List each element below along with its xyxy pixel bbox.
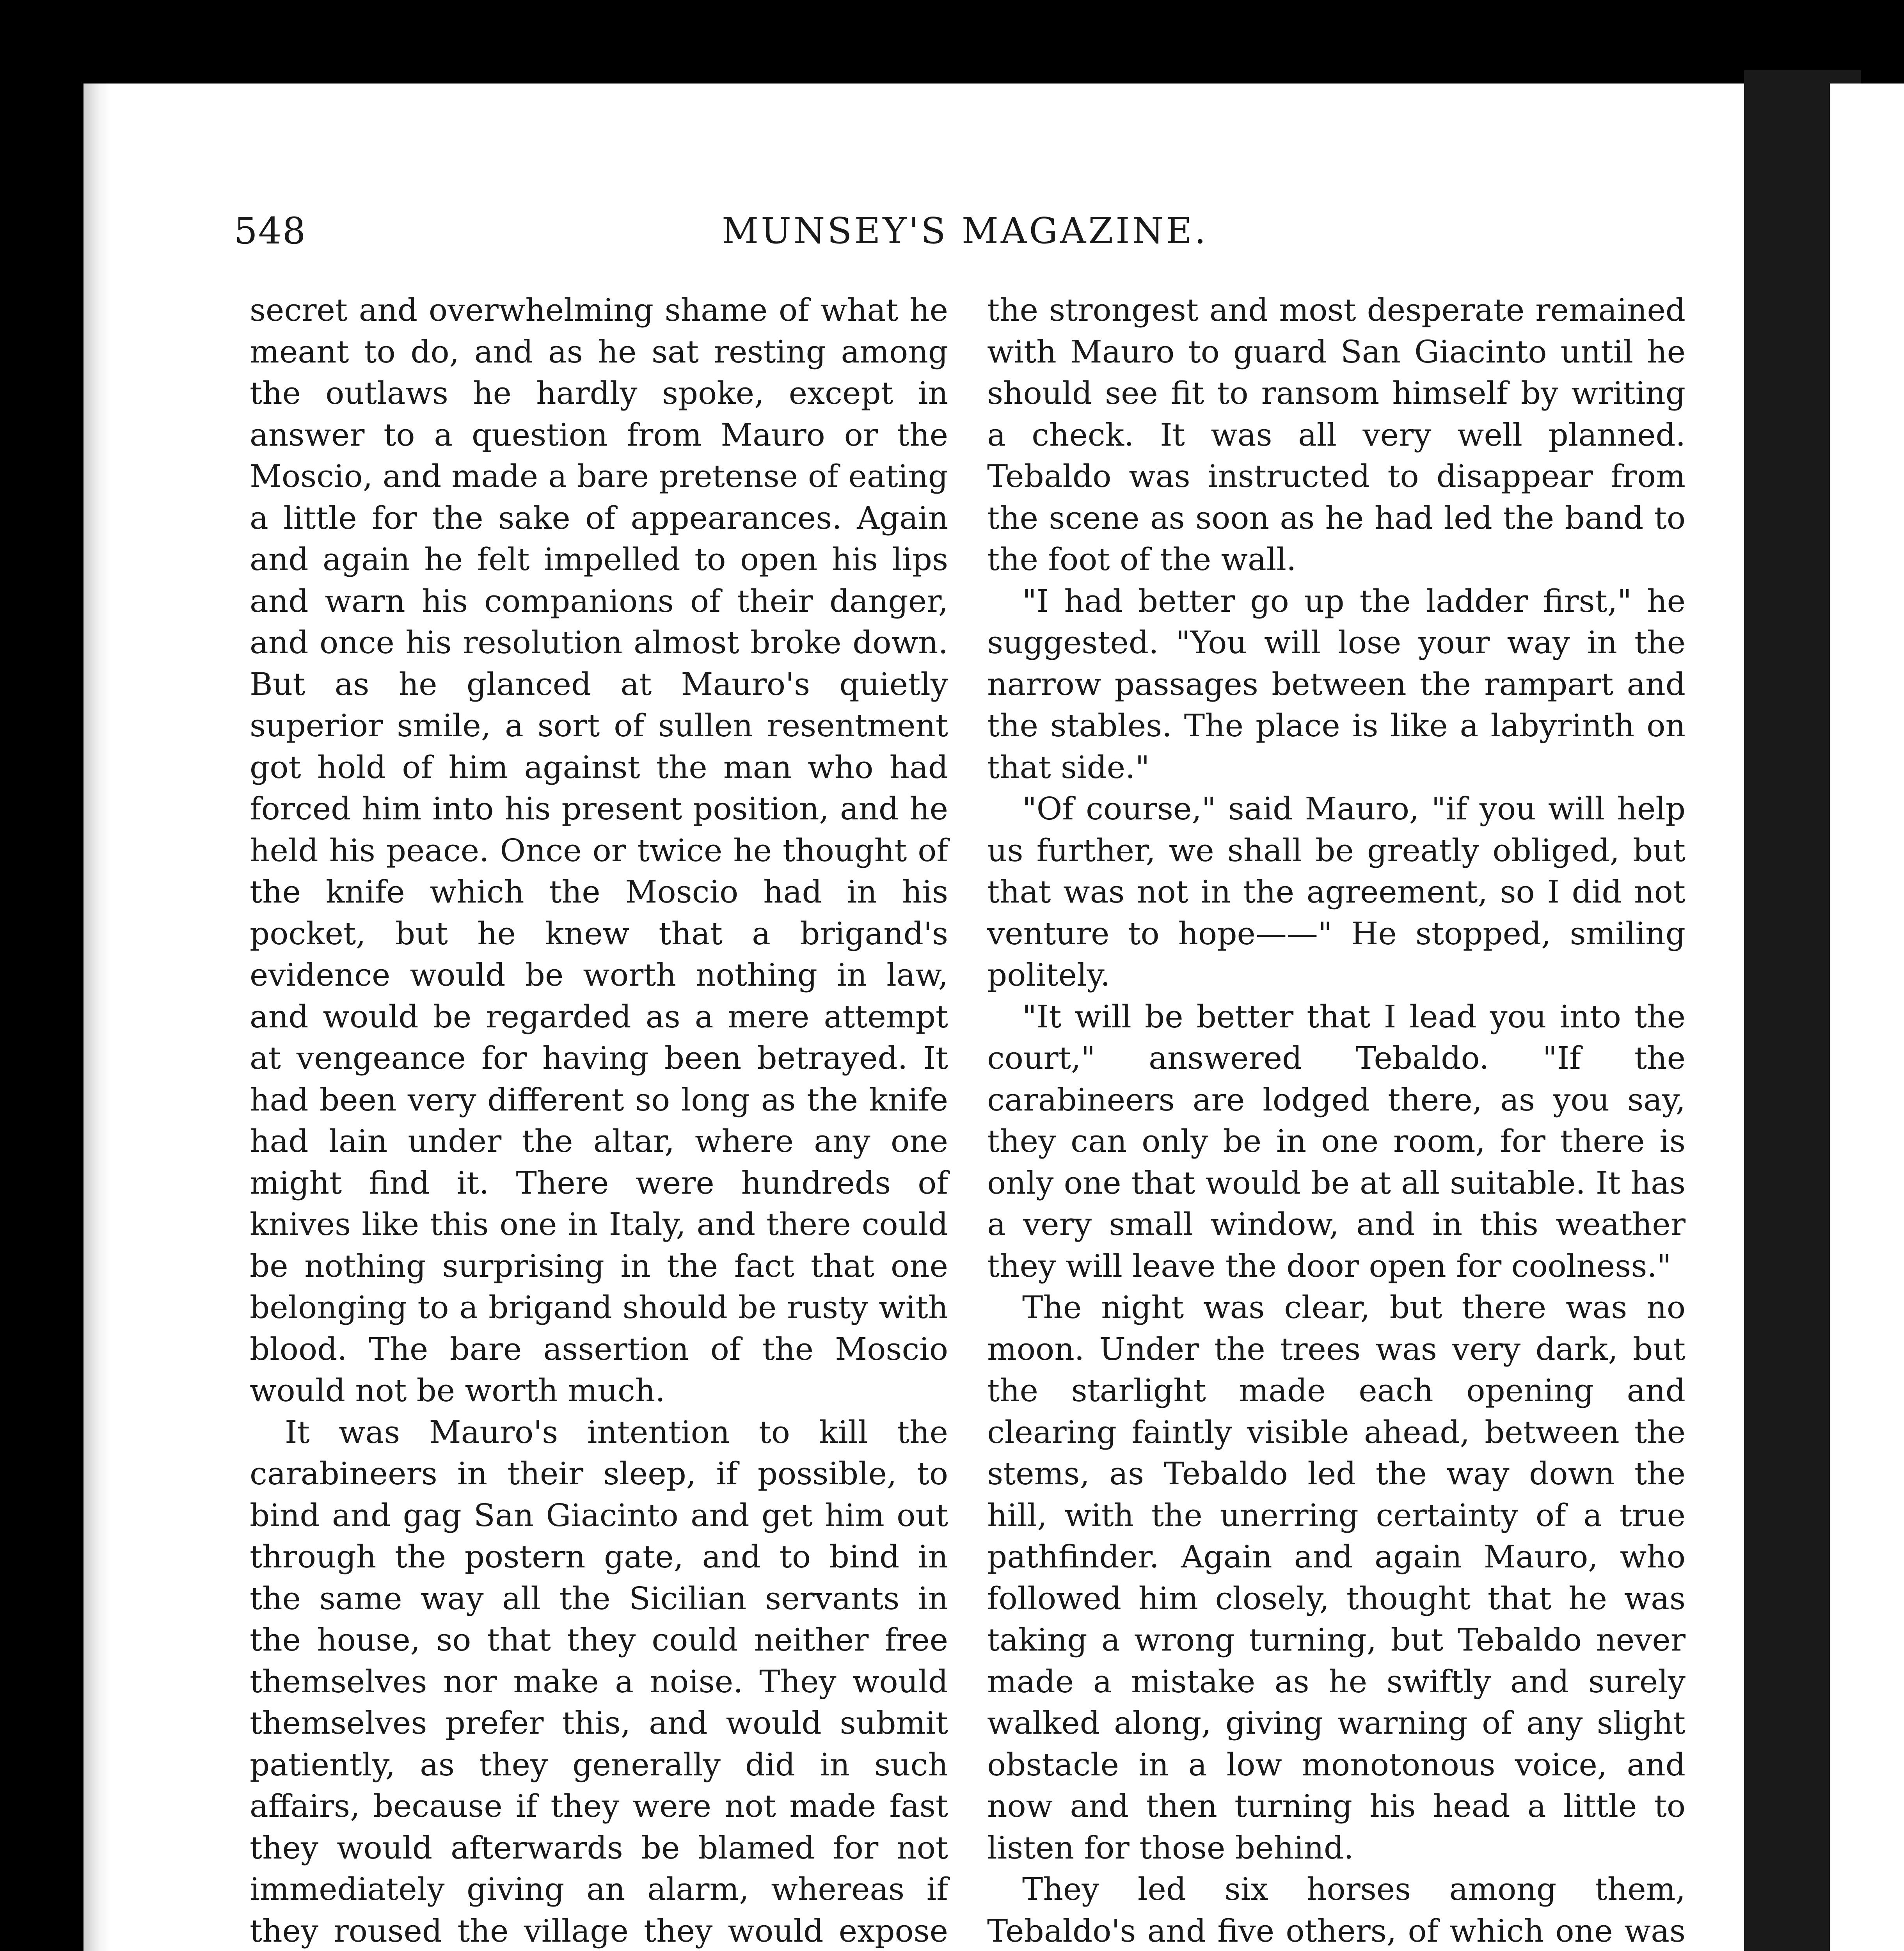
adjacent-page-edge xyxy=(1830,84,1904,1951)
left-column xyxy=(250,290,948,1951)
paragraph: It was Mauro's intention to kill the carabineers in their sleep, if possible, to bind and gag San Giacinto and get him out through the postern gate, and to bind in the same way all the Sicilian servants in the house, so that they could neither free themselves nor make a noise. They would themselves prefer this, and would submit patiently, as they generally did in such affairs, because if they were not made fast they would afterwards be blamed for not immediately giving an alarm, whereas if they roused the village they would expose xyxy=(250,1414,948,1949)
paragraph: the strongest and most desperate remained with Mauro to guard San Giacinto until he should see fit to ransom himself by writing a check. It was all very well planned. Tebaldo was instructed to disappear from the scene as soon as he had led the band to the foot of the wall. xyxy=(987,292,1686,577)
page-left-edge xyxy=(83,84,111,1951)
paragraph: secret and overwhelming shame of what he meant to do, and as he sat resting among the outlaws he hardly spoke, except in answer to a question from Mauro or the Moscio, and made a bare pretense of eating a little for the sake of appearances. Again and again he felt impelled to open his lips and warn his companions of their danger, and once his resolution almost broke down. But as he glanced at Mauro's quietly superior smile, a sort of sullen resentment got hold of him against the man who had forced him into his present position, and he held his peace. Once or twice he thought of the knife which the Moscio had in his pocket, but he knew that a brigand's evidence would be worth nothing in law, and would be regarded as a mere attempt at vengeance for having been betrayed. It had been very different so long as the knife had lain under the altar, where any one might find it. There were hundreds of knives like this one in Italy, and there could be nothing surprising in the fact that one belonging to a brigand should be rusty with blood. The bare assertion of the Moscio would not be worth much. xyxy=(250,292,948,1409)
paragraph: "It will be better that I lead you into the court," answered Tebaldo. "If the carabineers are lodged there, as you say, they can only be in one room, for there is only one that would be at all suitable. It has a very small window, and in this weather they will leave the door open for coolness." xyxy=(987,998,1686,1284)
page-number: 548 xyxy=(234,210,307,252)
right-column xyxy=(987,290,1686,1951)
paragraph: The night was clear, but there was no moon. Under the trees was very dark, but the starlight made each opening and clearing faintly visible ahead, between the stems, as Tebaldo led the way down the hill, with the unerring certainty of a true pathfinder. Again and again Mauro, who followed him closely, thought that he was taking a wrong turning, but Tebaldo never made a mistake as he swiftly and surely walked along, giving warning of any slight obstacle in a low monotonous voice, and now and then turning his head a little to listen for those behind. xyxy=(987,1289,1686,1866)
page-header xyxy=(0,210,1904,261)
running-title: MUNSEY'S MAGAZINE. xyxy=(722,210,1208,252)
paragraph: "Of course," said Mauro, "if you will help us further, we shall be greatly obliged, but that was not in the agreement, so I did not venture to hope——" He stopped, smiling politely. xyxy=(987,791,1686,993)
paragraph: "I had better go up the ladder first," he suggested. "You will lose your way in the narrow passages between the rampart and the stables. The place is like a labyrinth on that side." xyxy=(987,583,1686,785)
paragraph: They led six horses among them, Tebaldo's and five others, of which one was xyxy=(987,1871,1686,1949)
